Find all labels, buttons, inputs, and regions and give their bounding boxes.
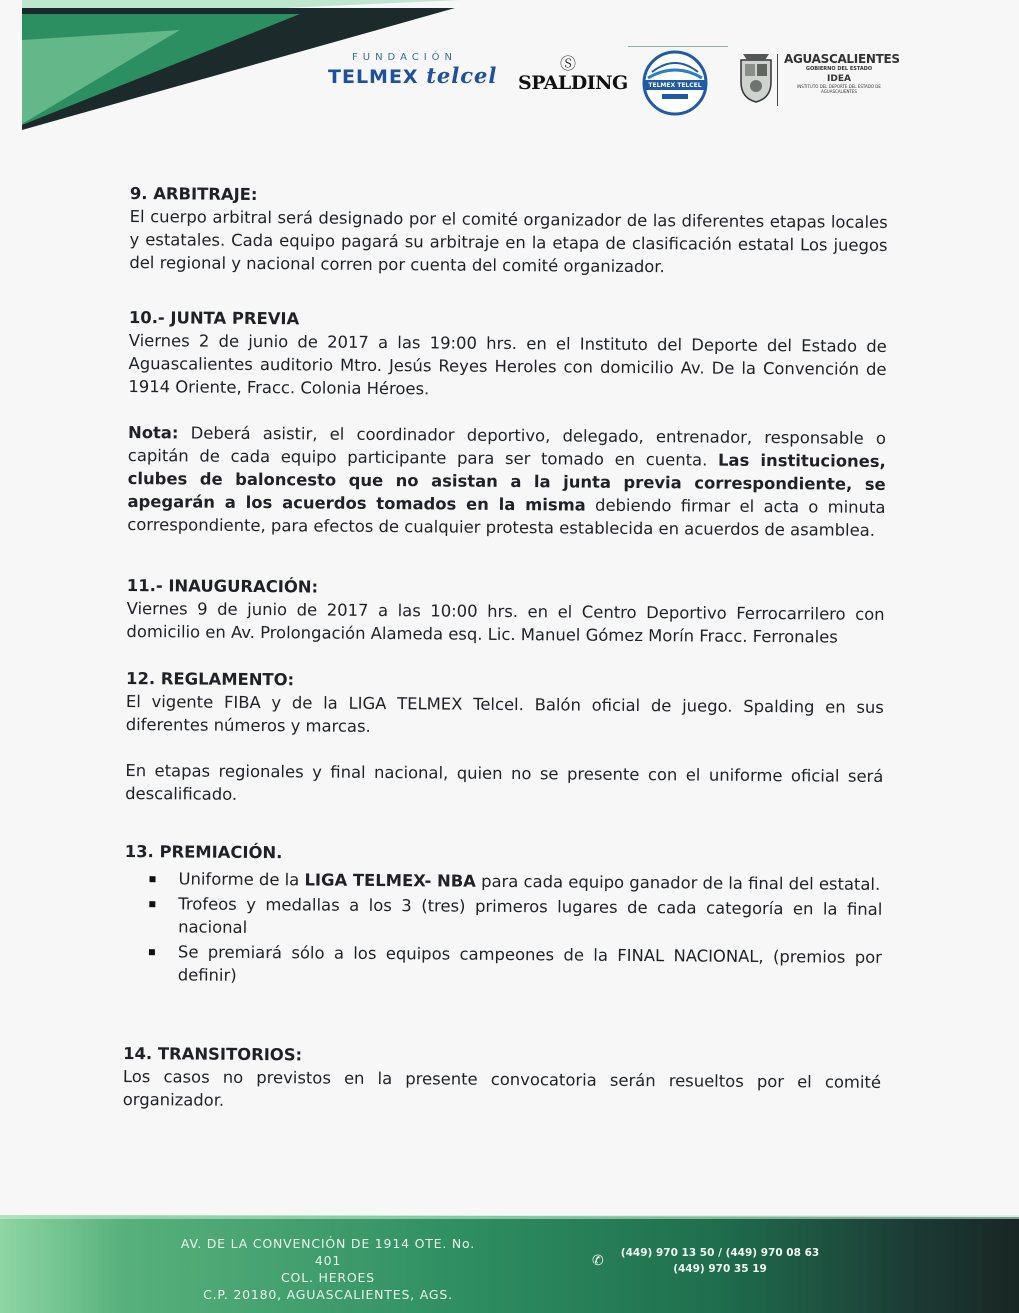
section-title: 14. TRANSITORIOS: xyxy=(123,1043,303,1065)
section-text: El cuerpo arbitral será designado por el comité organizador de las diferentes etapas locales y estatales. Cada equipo pagará su arbitraje en la etapa de clasificación estatal Los juegos del regional y nacional corren por cuenta del comité organizador. xyxy=(129,206,888,277)
nota-bold-text: Las instituciones, clubes de baloncesto que no asistan a la junta previa correspondiente, se apegarán a los acuerdos tomados en la misma xyxy=(127,450,886,515)
fundacion-telmex-telcel-logo: FUNDACIÓN TELMEX telcel xyxy=(328,52,498,88)
footer-band xyxy=(0,1215,1019,1313)
section-text: Viernes 9 de junio de 2017 a las 10:00 hrs. en el Centro Deportivo Ferrocarrilero con domicilio en Av. Prolongación Alameda esq. Lic. Manuel Gómez Morín Fracc. Ferronales xyxy=(126,598,885,647)
phone-icon: ✆ xyxy=(592,1253,604,1269)
list-item: Uniforme de la LIGA TELMEX- NBA para cada equipo ganador de la final del estatal. xyxy=(124,867,882,896)
section-title: 13. PREMIACIÓN. xyxy=(124,841,283,863)
section-text: En etapas regionales y final nacional, quien no se presente con el uniforme oficial será descalificado. xyxy=(125,760,884,804)
section-title: 9. ARBITRAJE: xyxy=(129,183,258,205)
list-item: Trofeos y medallas a los 3 (tres) primeros lugares de cada categoría en la final nacional xyxy=(124,892,882,944)
basketball-icon: Ⓢ xyxy=(559,54,576,73)
section-title: 10.- JUNTA PREVIA xyxy=(128,307,300,329)
divider xyxy=(777,54,778,106)
nota-label: Nota: xyxy=(127,422,179,443)
section-arbitraje xyxy=(129,182,888,280)
section-junta-previa xyxy=(127,306,887,542)
footer xyxy=(0,1215,1019,1313)
section-text: Viernes 2 de junio de 2017 a las 19:00 hrs. en el Instituto del Deporte del Estado de Aguascalientes auditorio Mtro. Jesús Reyes Heroles con domicilio Av. De la Convención de 1914 Oriente, Fracc. Colonia Héroes. xyxy=(128,330,887,399)
prize-list xyxy=(124,867,883,992)
section-premiacion xyxy=(124,840,883,992)
section-text: Los casos no previstos en la presente convocatoria serán resueltos por el comité organizador. xyxy=(122,1066,882,1110)
bullet-icon xyxy=(150,876,156,882)
section-transitorios xyxy=(123,1042,882,1117)
section-reglamento xyxy=(125,667,884,811)
divider xyxy=(628,46,728,47)
footer-phones: (449) 970 13 50 / (449) 970 08 63 (449) 970 35 19 xyxy=(620,1247,820,1275)
spalding-logo: Ⓢ SPALDING xyxy=(518,54,628,94)
section-text: El vigente FIBA y de la LIGA TELMEX Telcel. Balón oficial de juego. Spalding en sus diferentes números y marcas. xyxy=(125,691,884,736)
letterhead xyxy=(0,0,1019,150)
section-title: 12. REGLAMENTO: xyxy=(126,668,295,690)
bullet-icon xyxy=(149,901,155,907)
liga-logo-text: TELMEX TELCEL xyxy=(648,82,702,89)
section-inauguracion xyxy=(126,574,885,649)
state-seal-icon xyxy=(737,52,775,104)
list-item: Se premiará sólo a los equipos campeones de la FINAL NACIONAL, (premios por definir) xyxy=(124,940,882,992)
section-title: 11.- INAUGURACIÓN: xyxy=(126,575,319,597)
bullet-icon xyxy=(149,949,155,955)
aguascalientes-idea-logo: AGUASCALIENTES GOBIERNO DEL ESTADO IDEA INSTITUTO DEL DEPORTE DEL ESTADO DE AGUASCALIENTES xyxy=(737,52,887,112)
nota-paragraph: Nota: Deberá asistir, el coordinador deportivo, delegado, entrenador, responsable o capitán de cada equipo participante para ser tomado en cuenta. Las instituciones, clubes de baloncesto que no asistan a la junta previa correspondiente, se apegarán a los acuerdos tomados en la misma debiendo firmar el acta o minuta correspondiente, para efectos de cualquier protesta establecida en acuerdos de asamblea. xyxy=(127,422,887,540)
document-body xyxy=(122,182,888,1110)
footer-address: AV. DE LA CONVENCIÓN DE 1914 OTE. No. 401 COL. HEROES C.P. 20180, AGUASCALIENTES, AGS. xyxy=(180,1236,476,1302)
